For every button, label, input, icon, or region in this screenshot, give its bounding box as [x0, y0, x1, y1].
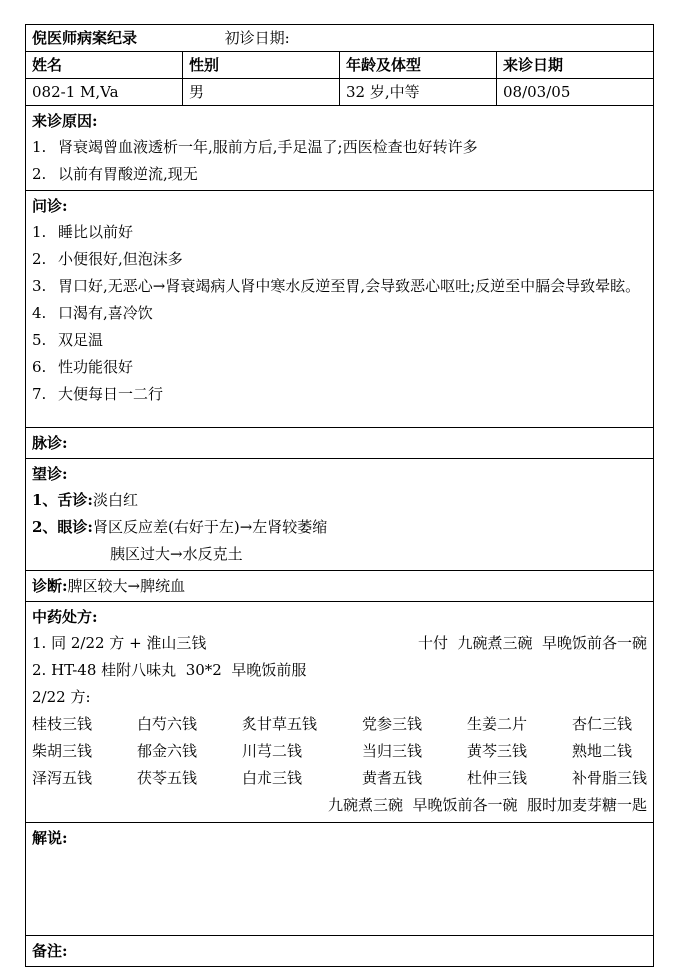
column-header-row: [26, 52, 654, 79]
list-item: 5. 双足温: [32, 331, 104, 349]
remarks-title: 备注:: [32, 942, 68, 960]
record-title: 倪医师病案纪录: [32, 29, 138, 47]
list-item: 3. 胃口好,无恶心→肾衰竭病人肾中寒水反逆至胃,会导致恶心呕吐;反逆至中膈会导致晕眩。: [32, 277, 641, 295]
eye-label: 2、眼诊:: [32, 518, 93, 536]
inquiry-section: [26, 191, 654, 428]
case-record-table: [25, 24, 654, 967]
herb-item: 杜仲三钱: [467, 769, 528, 787]
herb-item: 郁金六钱: [137, 742, 198, 760]
list-item: 1. 肾衰竭曾血液透析一年,服前方后,手足温了;西医检查也好转许多: [32, 138, 478, 156]
herb-item: 炙甘草五钱: [242, 715, 318, 733]
diagnosis-text: 脾区较大→脾统血: [67, 577, 186, 595]
prescription-line-2: 2. HT-48 桂附八味丸 30*2 早晚饭前服: [32, 661, 307, 679]
eye-text-2: 胰区过大→水反克土: [110, 545, 243, 563]
herb-item: 黄耆五钱: [362, 769, 423, 787]
tongue-line: [32, 487, 647, 514]
herb-item: 杏仁三钱: [572, 715, 633, 733]
col-sex: 性别: [183, 52, 340, 79]
herb-item: 生姜二片: [467, 715, 528, 733]
herb-item: 桂枝三钱: [32, 715, 93, 733]
prescription-section: [26, 602, 654, 823]
diagnosis-section: [26, 571, 654, 602]
pulse-title: 脉诊:: [32, 434, 68, 452]
first-visit-label: 初诊日期:: [224, 29, 290, 47]
list-item: 2. 小便很好,但泡沫多: [32, 250, 183, 268]
diagnosis-title: 诊断:: [32, 577, 68, 595]
herb-item: 柴胡三钱: [32, 742, 93, 760]
reason-list: [32, 134, 647, 188]
inquiry-list: [32, 219, 647, 408]
prescription-footer: 九碗煮三碗 早晚饭前各一碗 服时加麦芽糖一匙: [327, 796, 648, 814]
herb-item: 当归三钱: [362, 742, 423, 760]
col-visit-date: 来诊日期: [497, 52, 654, 79]
list-item: 4. 口渴有,喜冷饮: [32, 304, 153, 322]
eye-text-1: 肾区反应差(右好于左)→左肾较萎缩: [92, 518, 328, 536]
inquiry-title: 问诊:: [32, 197, 68, 215]
list-item: 1. 睡比以前好: [32, 223, 134, 241]
title-row: [26, 25, 654, 52]
list-item: 7. 大便每日一二行: [32, 385, 164, 403]
herb-item: 泽泻五钱: [32, 769, 93, 787]
case-record-sheet: [25, 24, 653, 967]
patient-age-build: 32 岁,中等: [340, 79, 497, 106]
col-name: 姓名: [26, 52, 183, 79]
prescription-line-1: 1. 同 2/22 方 + 淮山三钱 十付 九碗煮三碗 早晚饭前各一碗: [32, 634, 648, 652]
herb-item: 黄芩三钱: [467, 742, 528, 760]
reason-section: [26, 106, 654, 191]
prescription-title: 中药处方:: [32, 608, 98, 626]
herb-list: [32, 711, 647, 792]
pulse-section: [26, 428, 654, 459]
patient-name: 082-1 M,Va: [26, 79, 183, 106]
explanation-title: 解说:: [32, 829, 68, 847]
herb-item: 补骨脂三钱: [572, 769, 648, 787]
observe-section: [26, 459, 654, 571]
herb-item: 茯苓五钱: [137, 769, 198, 787]
tongue-text: 淡白红: [92, 491, 138, 509]
herb-item: 熟地二钱: [572, 742, 633, 760]
remarks-section: [26, 936, 654, 967]
col-age-build: 年龄及体型: [340, 52, 497, 79]
tongue-label: 1、舌诊:: [32, 491, 93, 509]
eye-line: [32, 514, 647, 541]
explanation-section: [26, 823, 654, 936]
list-item: 2. 以前有胃酸逆流,现无: [32, 165, 198, 183]
observe-title: 望诊:: [32, 465, 68, 483]
herb-item: 白朮三钱: [242, 769, 303, 787]
herb-item: 川芎二钱: [242, 742, 303, 760]
reason-title: 来诊原因:: [32, 112, 98, 130]
herb-item: 白芍六钱: [137, 715, 198, 733]
patient-visit-date: 08/03/05: [497, 79, 654, 106]
herb-item: 党参三钱: [362, 715, 423, 733]
prescription-line-3: 2/22 方:: [32, 688, 91, 706]
patient-sex: 男: [183, 79, 340, 106]
list-item: 6. 性功能很好: [32, 358, 134, 376]
patient-info-row: [26, 79, 654, 106]
eye-line-2: [32, 541, 647, 568]
